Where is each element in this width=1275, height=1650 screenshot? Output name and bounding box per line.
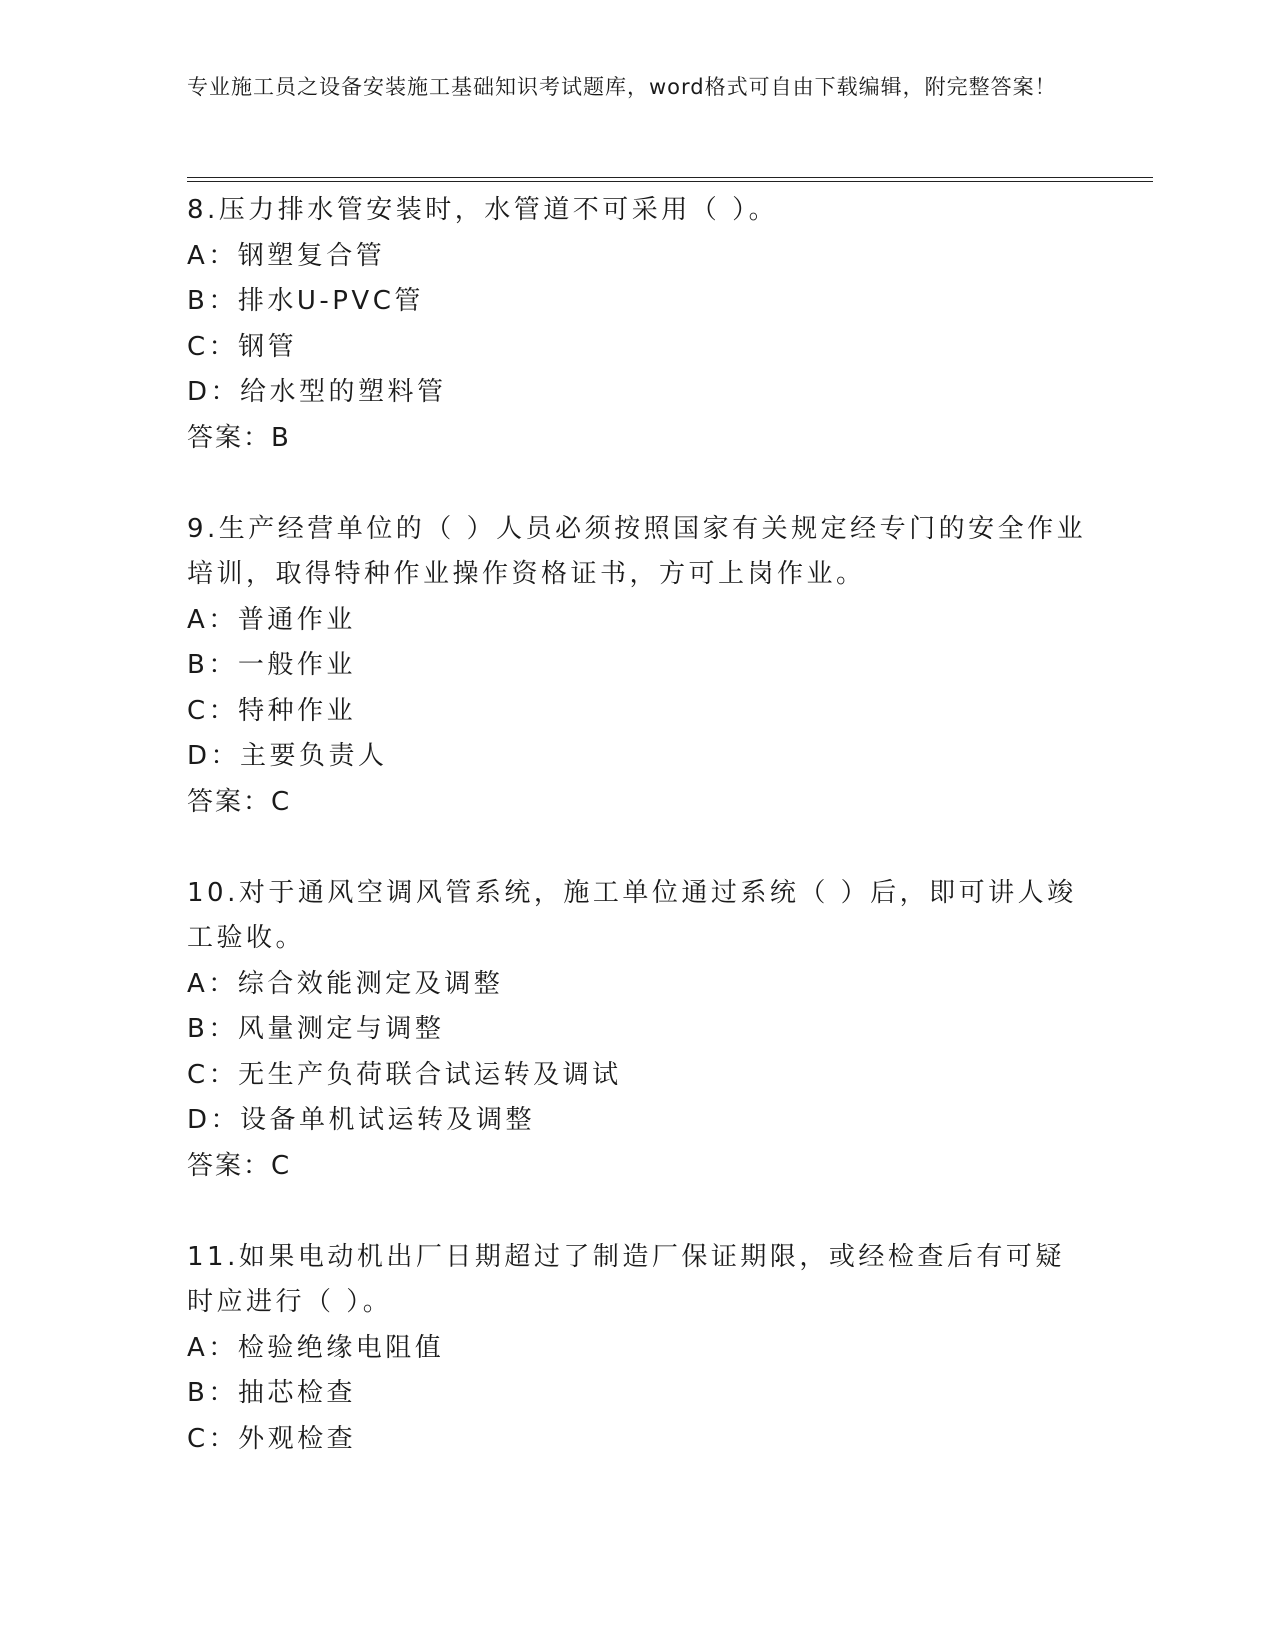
answer: 答案：C [187,1150,292,1181]
question-8 [187,188,1087,461]
document-header: 专业施工员之设备安装施工基础知识考试题库，word格式可自由下载编辑，附完整答案！ [187,75,1057,99]
option-d: D：设备单机试运转及调整 [187,1105,536,1135]
option-c: C：无生产负荷联合试运转及调试 [187,1059,622,1090]
option-c: C：特种作业 [187,695,357,726]
question-stem: 10.对于通风空调风管系统，施工单位通过系统（ ）后，即可讲人竣工验收。 [187,877,1077,953]
option-c: C：钢管 [187,331,298,362]
question-10 [187,871,1087,1190]
option-a: A：综合效能测定及调整 [187,968,504,999]
question-stem: 9.生产经营单位的（ ）人员必须按照国家有关规定经专门的安全作业培训，取得特种作业操作资格证书，方可上岗作业。 [187,513,1087,589]
spacer [187,461,1087,507]
option-b: B：排水U-PVC管 [187,286,424,316]
option-a: A：钢塑复合管 [187,240,386,271]
header-divider-top [187,177,1153,178]
header-divider-bottom [187,181,1153,182]
option-b: B：一般作业 [187,650,356,680]
option-b: B：风量测定与调整 [187,1014,445,1044]
answer: 答案：B [187,422,291,453]
question-stem: 11.如果电动机出厂日期超过了制造厂保证期限，或经检查后有可疑时应进行（ ）。 [187,1241,1065,1317]
option-a: A：普通作业 [187,604,356,635]
question-9 [187,507,1087,826]
spacer [187,825,1087,871]
option-b: B：抽芯检查 [187,1378,356,1408]
answer: 答案：C [187,786,292,817]
question-list [187,188,1087,1462]
option-d: D：给水型的塑料管 [187,377,447,407]
question-stem: 8.压力排水管安装时，水管道不可采用（ ）。 [187,195,779,225]
option-a: A：检验绝缘电阻值 [187,1332,445,1363]
option-d: D：主要负责人 [187,741,388,771]
option-c: C：外观检查 [187,1423,357,1454]
spacer [187,1189,1087,1235]
question-11 [187,1235,1087,1463]
